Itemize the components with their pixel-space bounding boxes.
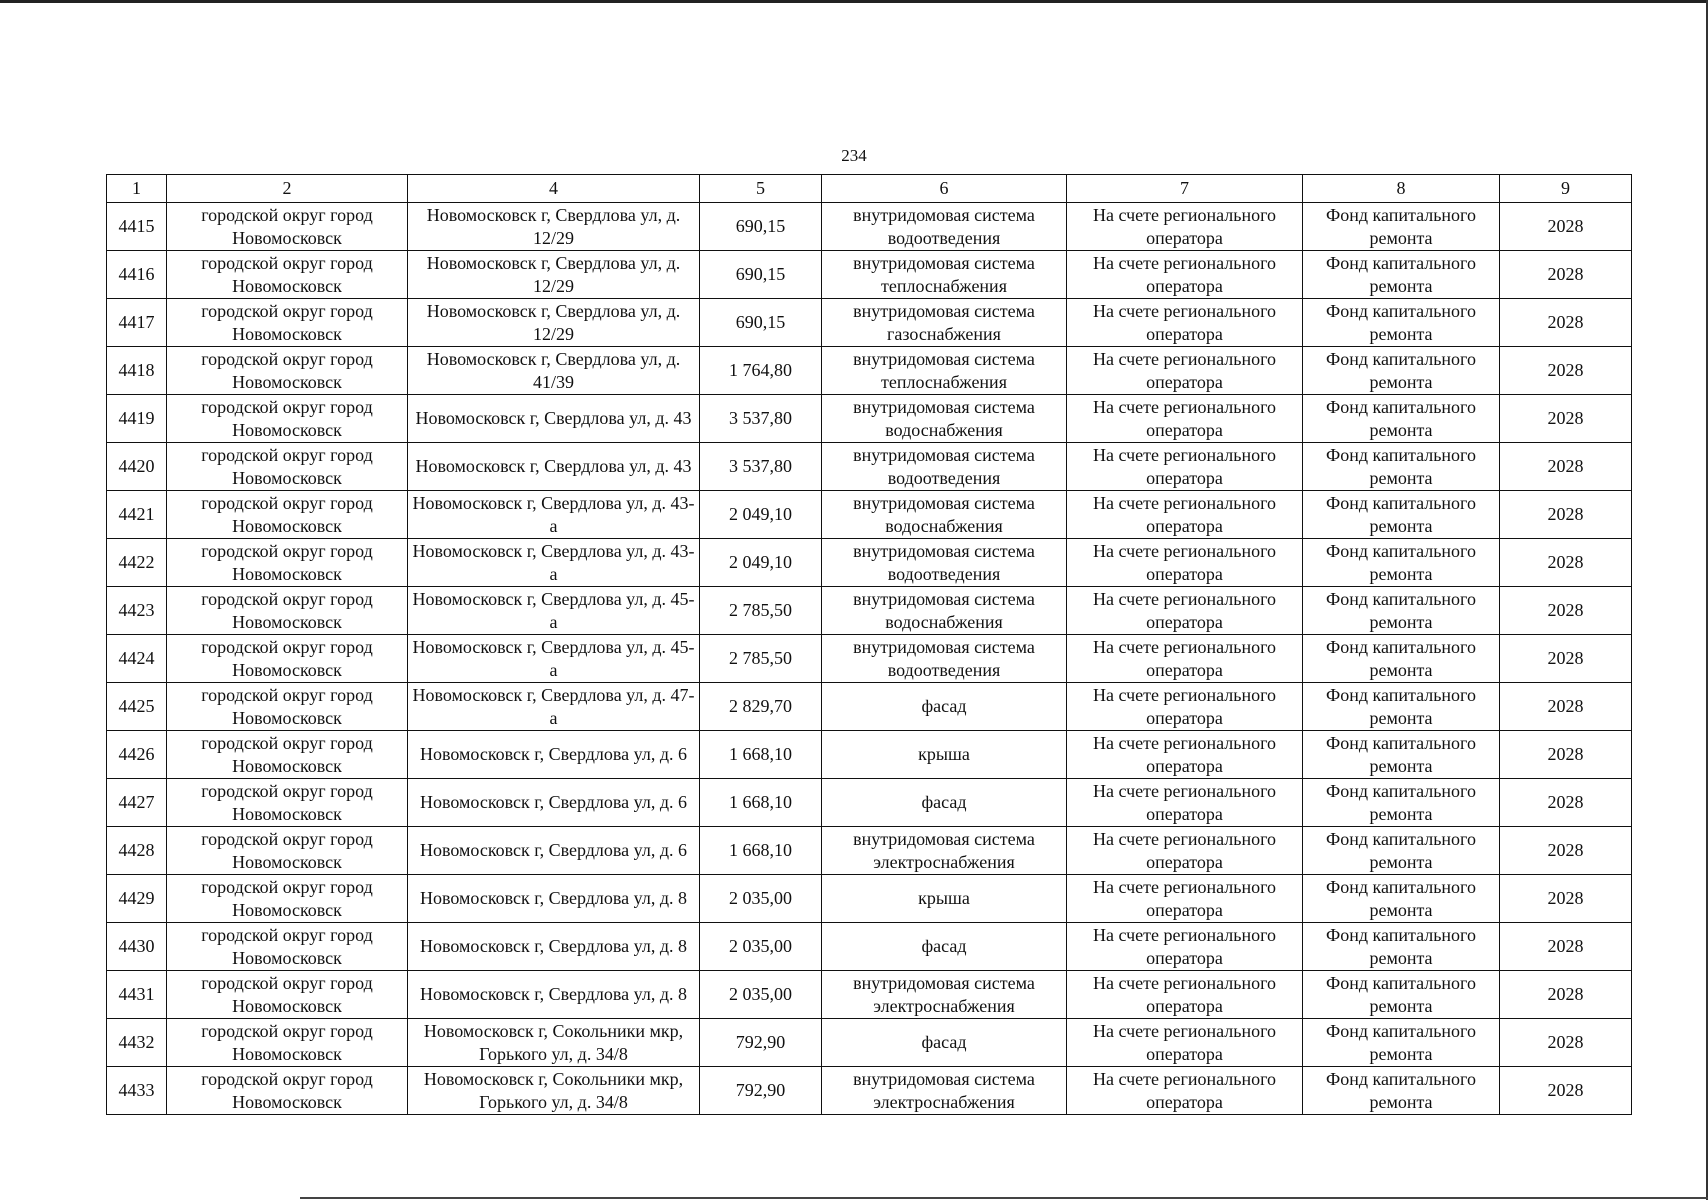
fund-account-cell: На счете регионального оператора <box>1067 539 1303 587</box>
municipality-cell: городской округ город Новомосковск <box>167 731 408 779</box>
municipality-cell: городской округ город Новомосковск <box>167 347 408 395</box>
area-cell: 3 537,80 <box>700 443 822 491</box>
repair-type-cell: внутридомовая система водоотведения <box>822 443 1067 491</box>
funding-source-cell: Фонд капитального ремонта <box>1303 395 1500 443</box>
fund-account-cell: На счете регионального оператора <box>1067 299 1303 347</box>
municipality-cell: городской округ город Новомосковск <box>167 683 408 731</box>
area-cell: 2 035,00 <box>700 875 822 923</box>
row-number-cell: 4420 <box>107 443 167 491</box>
table-row <box>107 875 1632 923</box>
year-cell: 2028 <box>1500 1067 1632 1115</box>
repair-type-cell: внутридомовая система газоснабжения <box>822 299 1067 347</box>
area-cell: 792,90 <box>700 1067 822 1115</box>
year-cell: 2028 <box>1500 347 1632 395</box>
repair-type-cell: внутридомовая система водоотведения <box>822 539 1067 587</box>
year-cell: 2028 <box>1500 779 1632 827</box>
row-number-cell: 4431 <box>107 971 167 1019</box>
municipality-cell: городской округ город Новомосковск <box>167 443 408 491</box>
municipality-cell: городской округ город Новомосковск <box>167 971 408 1019</box>
repair-type-cell: фасад <box>822 683 1067 731</box>
fund-account-cell: На счете регионального оператора <box>1067 395 1303 443</box>
funding-source-cell: Фонд капитального ремонта <box>1303 299 1500 347</box>
fund-account-cell: На счете регионального оператора <box>1067 875 1303 923</box>
row-number-cell: 4417 <box>107 299 167 347</box>
area-cell: 2 049,10 <box>700 539 822 587</box>
year-cell: 2028 <box>1500 875 1632 923</box>
address-cell: Новомосковск г, Свердлова ул, д. 8 <box>408 971 700 1019</box>
address-cell: Новомосковск г, Свердлова ул, д. 45-а <box>408 635 700 683</box>
funding-source-cell: Фонд капитального ремонта <box>1303 683 1500 731</box>
funding-source-cell: Фонд капитального ремонта <box>1303 827 1500 875</box>
municipality-cell: городской округ город Новомосковск <box>167 1067 408 1115</box>
municipality-cell: городской округ город Новомосковск <box>167 395 408 443</box>
table-row <box>107 731 1632 779</box>
year-cell: 2028 <box>1500 203 1632 251</box>
year-cell: 2028 <box>1500 539 1632 587</box>
address-cell: Новомосковск г, Свердлова ул, д. 41/39 <box>408 347 700 395</box>
table-row <box>107 251 1632 299</box>
fund-account-cell: На счете регионального оператора <box>1067 1019 1303 1067</box>
funding-source-cell: Фонд капитального ремонта <box>1303 923 1500 971</box>
repair-type-cell: крыша <box>822 731 1067 779</box>
fund-account-cell: На счете регионального оператора <box>1067 683 1303 731</box>
funding-source-cell: Фонд капитального ремонта <box>1303 539 1500 587</box>
repair-type-cell: фасад <box>822 1019 1067 1067</box>
municipality-cell: городской округ город Новомосковск <box>167 635 408 683</box>
fund-account-cell: На счете регионального оператора <box>1067 971 1303 1019</box>
row-number-cell: 4425 <box>107 683 167 731</box>
funding-source-cell: Фонд капитального ремонта <box>1303 491 1500 539</box>
address-cell: Новомосковск г, Свердлова ул, д. 8 <box>408 923 700 971</box>
address-cell: Новомосковск г, Свердлова ул, д. 43-а <box>408 491 700 539</box>
row-number-cell: 4418 <box>107 347 167 395</box>
table-row <box>107 443 1632 491</box>
area-cell: 1 668,10 <box>700 827 822 875</box>
repair-type-cell: внутридомовая система электроснабжения <box>822 971 1067 1019</box>
repair-type-cell: внутридомовая система теплоснабжения <box>822 347 1067 395</box>
table-row <box>107 491 1632 539</box>
area-cell: 690,15 <box>700 299 822 347</box>
scan-border-bottom <box>300 1197 1708 1199</box>
row-number-cell: 4419 <box>107 395 167 443</box>
row-number-cell: 4432 <box>107 1019 167 1067</box>
municipality-cell: городской округ город Новомосковск <box>167 491 408 539</box>
address-cell: Новомосковск г, Свердлова ул, д. 43 <box>408 443 700 491</box>
address-cell: Новомосковск г, Свердлова ул, д. 12/29 <box>408 203 700 251</box>
address-cell: Новомосковск г, Свердлова ул, д. 12/29 <box>408 251 700 299</box>
table-row <box>107 923 1632 971</box>
repair-type-cell: внутридомовая система водоснабжения <box>822 491 1067 539</box>
area-cell: 2 829,70 <box>700 683 822 731</box>
table-row <box>107 1067 1632 1115</box>
table-row <box>107 1019 1632 1067</box>
fund-account-cell: На счете регионального оператора <box>1067 443 1303 491</box>
table-row <box>107 587 1632 635</box>
funding-source-cell: Фонд капитального ремонта <box>1303 443 1500 491</box>
fund-account-cell: На счете регионального оператора <box>1067 827 1303 875</box>
column-header: 9 <box>1500 175 1632 203</box>
table-body <box>107 203 1632 1115</box>
address-cell: Новомосковск г, Свердлова ул, д. 6 <box>408 827 700 875</box>
fund-account-cell: На счете регионального оператора <box>1067 251 1303 299</box>
area-cell: 3 537,80 <box>700 395 822 443</box>
area-cell: 690,15 <box>700 251 822 299</box>
year-cell: 2028 <box>1500 635 1632 683</box>
repair-type-cell: внутридомовая система водоотведения <box>822 635 1067 683</box>
fund-account-cell: На счете регионального оператора <box>1067 347 1303 395</box>
funding-source-cell: Фонд капитального ремонта <box>1303 1019 1500 1067</box>
column-header: 5 <box>700 175 822 203</box>
year-cell: 2028 <box>1500 827 1632 875</box>
column-header: 7 <box>1067 175 1303 203</box>
fund-account-cell: На счете регионального оператора <box>1067 635 1303 683</box>
municipality-cell: городской округ город Новомосковск <box>167 203 408 251</box>
row-number-cell: 4423 <box>107 587 167 635</box>
address-cell: Новомосковск г, Свердлова ул, д. 6 <box>408 731 700 779</box>
column-header: 1 <box>107 175 167 203</box>
municipality-cell: городской округ город Новомосковск <box>167 827 408 875</box>
capital-repair-table <box>106 174 1632 1115</box>
fund-account-cell: На счете регионального оператора <box>1067 923 1303 971</box>
repair-type-cell: внутридомовая система водоснабжения <box>822 587 1067 635</box>
row-number-cell: 4430 <box>107 923 167 971</box>
scan-border-top <box>0 0 1708 3</box>
table-row <box>107 539 1632 587</box>
year-cell: 2028 <box>1500 923 1632 971</box>
row-number-cell: 4429 <box>107 875 167 923</box>
municipality-cell: городской округ город Новомосковск <box>167 779 408 827</box>
column-header: 8 <box>1303 175 1500 203</box>
area-cell: 2 785,50 <box>700 587 822 635</box>
repair-type-cell: фасад <box>822 923 1067 971</box>
area-cell: 1 764,80 <box>700 347 822 395</box>
row-number-cell: 4433 <box>107 1067 167 1115</box>
funding-source-cell: Фонд капитального ремонта <box>1303 875 1500 923</box>
address-cell: Новомосковск г, Сокольники мкр, Горького ул, д. 34/8 <box>408 1019 700 1067</box>
fund-account-cell: На счете регионального оператора <box>1067 779 1303 827</box>
table-row <box>107 203 1632 251</box>
area-cell: 2 035,00 <box>700 971 822 1019</box>
table-row <box>107 347 1632 395</box>
area-cell: 690,15 <box>700 203 822 251</box>
row-number-cell: 4424 <box>107 635 167 683</box>
column-header: 2 <box>167 175 408 203</box>
repair-type-cell: внутридомовая система электроснабжения <box>822 827 1067 875</box>
fund-account-cell: На счете регионального оператора <box>1067 731 1303 779</box>
address-cell: Новомосковск г, Свердлова ул, д. 6 <box>408 779 700 827</box>
funding-source-cell: Фонд капитального ремонта <box>1303 971 1500 1019</box>
year-cell: 2028 <box>1500 491 1632 539</box>
area-cell: 2 785,50 <box>700 635 822 683</box>
row-number-cell: 4427 <box>107 779 167 827</box>
table-row <box>107 299 1632 347</box>
column-header: 4 <box>408 175 700 203</box>
funding-source-cell: Фонд капитального ремонта <box>1303 779 1500 827</box>
fund-account-cell: На счете регионального оператора <box>1067 203 1303 251</box>
table-row <box>107 971 1632 1019</box>
table-row <box>107 635 1632 683</box>
address-cell: Новомосковск г, Сокольники мкр, Горького ул, д. 34/8 <box>408 1067 700 1115</box>
address-cell: Новомосковск г, Свердлова ул, д. 8 <box>408 875 700 923</box>
area-cell: 1 668,10 <box>700 731 822 779</box>
year-cell: 2028 <box>1500 251 1632 299</box>
year-cell: 2028 <box>1500 587 1632 635</box>
address-cell: Новомосковск г, Свердлова ул, д. 47-а <box>408 683 700 731</box>
repair-type-cell: внутридомовая система теплоснабжения <box>822 251 1067 299</box>
area-cell: 792,90 <box>700 1019 822 1067</box>
area-cell: 1 668,10 <box>700 779 822 827</box>
table-row <box>107 827 1632 875</box>
municipality-cell: городской округ город Новомосковск <box>167 299 408 347</box>
fund-account-cell: На счете регионального оператора <box>1067 1067 1303 1115</box>
municipality-cell: городской округ город Новомосковск <box>167 923 408 971</box>
funding-source-cell: Фонд капитального ремонта <box>1303 203 1500 251</box>
funding-source-cell: Фонд капитального ремонта <box>1303 635 1500 683</box>
address-cell: Новомосковск г, Свердлова ул, д. 43-а <box>408 539 700 587</box>
repair-type-cell: крыша <box>822 875 1067 923</box>
year-cell: 2028 <box>1500 971 1632 1019</box>
area-cell: 2 035,00 <box>700 923 822 971</box>
year-cell: 2028 <box>1500 683 1632 731</box>
table-header-row <box>107 175 1632 203</box>
table-row <box>107 779 1632 827</box>
year-cell: 2028 <box>1500 299 1632 347</box>
fund-account-cell: На счете регионального оператора <box>1067 491 1303 539</box>
row-number-cell: 4415 <box>107 203 167 251</box>
funding-source-cell: Фонд капитального ремонта <box>1303 251 1500 299</box>
column-header: 6 <box>822 175 1067 203</box>
row-number-cell: 4428 <box>107 827 167 875</box>
municipality-cell: городской округ город Новомосковск <box>167 1019 408 1067</box>
year-cell: 2028 <box>1500 731 1632 779</box>
row-number-cell: 4421 <box>107 491 167 539</box>
page-number: 234 <box>841 146 867 165</box>
funding-source-cell: Фонд капитального ремонта <box>1303 347 1500 395</box>
municipality-cell: городской округ город Новомосковск <box>167 875 408 923</box>
municipality-cell: городской округ город Новомосковск <box>167 539 408 587</box>
row-number-cell: 4416 <box>107 251 167 299</box>
table-row <box>107 395 1632 443</box>
area-cell: 2 049,10 <box>700 491 822 539</box>
repair-type-cell: внутридомовая система водоснабжения <box>822 395 1067 443</box>
repair-type-cell: фасад <box>822 779 1067 827</box>
address-cell: Новомосковск г, Свердлова ул, д. 45-а <box>408 587 700 635</box>
repair-type-cell: внутридомовая система электроснабжения <box>822 1067 1067 1115</box>
year-cell: 2028 <box>1500 1019 1632 1067</box>
municipality-cell: городской округ город Новомосковск <box>167 251 408 299</box>
row-number-cell: 4426 <box>107 731 167 779</box>
year-cell: 2028 <box>1500 443 1632 491</box>
funding-source-cell: Фонд капитального ремонта <box>1303 731 1500 779</box>
municipality-cell: городской округ город Новомосковск <box>167 587 408 635</box>
fund-account-cell: На счете регионального оператора <box>1067 587 1303 635</box>
funding-source-cell: Фонд капитального ремонта <box>1303 587 1500 635</box>
year-cell: 2028 <box>1500 395 1632 443</box>
address-cell: Новомосковск г, Свердлова ул, д. 43 <box>408 395 700 443</box>
row-number-cell: 4422 <box>107 539 167 587</box>
repair-type-cell: внутридомовая система водоотведения <box>822 203 1067 251</box>
funding-source-cell: Фонд капитального ремонта <box>1303 1067 1500 1115</box>
table-row <box>107 683 1632 731</box>
address-cell: Новомосковск г, Свердлова ул, д. 12/29 <box>408 299 700 347</box>
